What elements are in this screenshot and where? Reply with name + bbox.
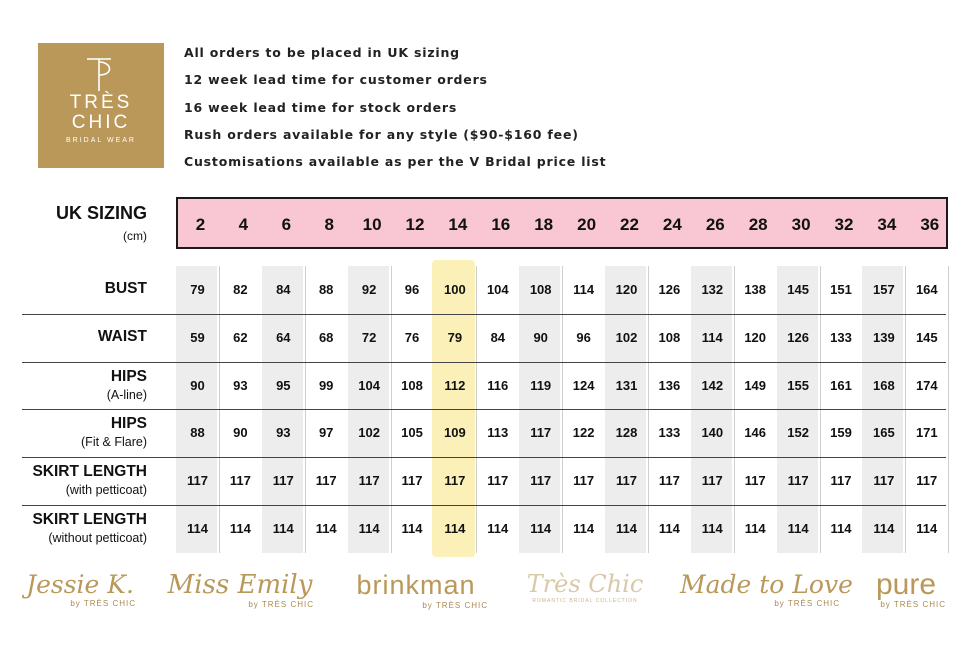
column-divider [948, 266, 949, 553]
table-cell: 120 [744, 329, 767, 345]
size-6: 6 [281, 215, 292, 234]
logo-word-tres: TRÈS [69, 92, 133, 113]
table-cell: 114 [616, 521, 637, 536]
table-cell: 114 [658, 521, 680, 536]
table-cell: 88 [190, 425, 205, 441]
row-label: WAIST [97, 327, 147, 345]
table-cell: 90 [190, 377, 205, 393]
row-label: HIPS [110, 367, 147, 385]
table-cell: 142 [701, 377, 724, 393]
table-cell: 138 [744, 282, 767, 297]
table-cell: 117 [272, 473, 294, 489]
table-cell: 100 [444, 282, 466, 297]
size-36: 36 [920, 215, 940, 234]
table-cell: 117 [229, 473, 251, 489]
brand-by-label: by TRÈS CHIC [70, 599, 136, 608]
table-cell: 117 [187, 473, 208, 489]
table-cell: 114 [830, 521, 852, 536]
brand-name: Très Chic [526, 570, 644, 598]
size-28: 28 [748, 215, 768, 234]
table-cell: 68 [318, 329, 334, 345]
size-8: 8 [324, 215, 334, 234]
brand-made-to-love [680, 570, 853, 608]
table-cell: 92 [361, 282, 377, 297]
note-item: Customisations available as per the V Bridal price list [184, 154, 607, 170]
table-cell: 117 [916, 473, 938, 489]
table-cell: 133 [658, 425, 681, 441]
table-cell: 131 [615, 377, 638, 393]
table-cell: 114 [873, 521, 895, 536]
table-cell: 164 [915, 282, 938, 297]
table-cell: 114 [272, 521, 294, 536]
brand-by-label: by TRÈS CHIC [248, 600, 314, 609]
table-cell: 117 [487, 473, 509, 489]
table-cell: 133 [830, 329, 852, 345]
table-cell: 84 [490, 329, 506, 345]
row-label: SKIRT LENGTH [32, 511, 147, 528]
table-cell: 117 [444, 473, 466, 489]
tp-monogram-icon [84, 53, 118, 93]
size-34: 34 [877, 215, 897, 234]
table-cell: 126 [787, 329, 809, 345]
table-cell: 114 [487, 521, 509, 536]
table-cell: 151 [830, 282, 852, 297]
brand-name: Jessie K. [26, 570, 134, 599]
table-cell: 96 [404, 282, 420, 297]
table-cell: 104 [486, 282, 509, 297]
table-cell: 114 [530, 521, 552, 536]
brand-brinkman [344, 570, 488, 610]
table-cell: 97 [318, 425, 334, 441]
size-26: 26 [705, 215, 725, 234]
table-cell: 114 [573, 521, 595, 536]
table-cell: 117 [658, 473, 680, 489]
tres-chic-logo [38, 43, 164, 168]
table-cell: 117 [530, 473, 552, 489]
table-cell: 119 [530, 377, 552, 393]
uk-sizing-title: UK SIZING [55, 203, 147, 223]
size-24: 24 [662, 215, 682, 234]
table-cell: 171 [915, 425, 938, 441]
table-cell: 117 [744, 473, 766, 489]
table-cell: 120 [615, 282, 638, 297]
table-cell: 136 [658, 377, 681, 393]
table-cell: 128 [615, 425, 638, 441]
size-2: 2 [195, 215, 206, 234]
row-sublabel: (A-line) [106, 387, 147, 402]
table-cell: 108 [401, 377, 423, 393]
table-cell: 79 [447, 329, 463, 345]
brand-miss-emily [166, 570, 314, 609]
table-cell: 117 [358, 473, 380, 489]
table-cell: 99 [318, 377, 334, 393]
table-cell: 157 [873, 282, 895, 297]
note-item: Rush orders available for any style ($90-$160 fee) [184, 126, 579, 142]
table-cell: 140 [701, 425, 724, 441]
table-cell: 132 [701, 282, 724, 297]
size-32: 32 [834, 215, 854, 234]
size-20: 20 [577, 215, 597, 234]
table-cell: 114 [701, 521, 723, 536]
measurement-table [0, 266, 960, 553]
row-sublabel: (with petticoat) [65, 483, 147, 498]
brand-name: brinkman [356, 570, 476, 600]
table-cell: 116 [487, 377, 509, 393]
table-cell: 105 [401, 425, 423, 441]
note-item: All orders to be placed in UK sizing [184, 45, 460, 60]
table-cell: 114 [315, 521, 337, 536]
table-cell: 82 [233, 282, 248, 297]
table-cell: 95 [276, 377, 291, 393]
table-cell: 114 [701, 329, 723, 345]
brand-pure [866, 570, 946, 609]
size-10: 10 [362, 215, 382, 234]
size-16: 16 [491, 215, 511, 234]
table-cell: 124 [572, 377, 595, 393]
table-cell: 84 [276, 282, 291, 297]
brand-name: pure [875, 568, 937, 601]
brand-name: Made to Love [680, 570, 853, 599]
brand-by-label: by TRÈS CHIC [880, 600, 946, 609]
brand-jessie-k [24, 570, 136, 608]
table-cell: 64 [276, 329, 291, 345]
note-item: 16 week lead time for stock orders [184, 99, 458, 115]
table-cell: 88 [318, 282, 334, 297]
size-14: 14 [448, 215, 468, 234]
table-cell: 96 [576, 329, 591, 345]
row-divider [22, 505, 946, 506]
row-divider [22, 457, 946, 458]
table-cell: 108 [658, 329, 681, 345]
size-22: 22 [620, 215, 639, 234]
table-cell: 117 [701, 473, 723, 489]
size-12: 12 [405, 215, 425, 234]
table-cell: 102 [358, 425, 380, 441]
size-header-row [176, 197, 948, 249]
table-cell: 114 [916, 521, 938, 536]
table-cell: 117 [873, 473, 895, 489]
row-divider [22, 362, 946, 363]
table-cell: 145 [915, 329, 938, 345]
table-cell: 117 [315, 473, 337, 489]
logo-word-chic: CHIC [71, 112, 131, 133]
table-cell: 109 [444, 425, 466, 441]
brand-by-label: by TRÈS CHIC [422, 601, 488, 610]
table-cell: 93 [276, 425, 291, 441]
row-sublabel: (Fit & Flare) [81, 435, 147, 450]
table-cell: 145 [787, 282, 809, 297]
table-cell: 104 [358, 377, 380, 393]
row-label: BUST [104, 280, 147, 297]
table-cell: 113 [487, 425, 509, 441]
brand-by-label: ROMANTIC BRIDAL COLLECTION [532, 598, 638, 604]
table-cell: 114 [744, 521, 766, 536]
table-cell: 161 [830, 377, 852, 393]
table-cell: 126 [658, 282, 681, 297]
table-cell: 114 [187, 521, 208, 536]
table-cell: 117 [830, 473, 852, 489]
row-label: SKIRT LENGTH [32, 463, 147, 481]
table-cell: 174 [915, 377, 938, 393]
table-cell: 114 [787, 521, 809, 536]
table-cell: 117 [401, 473, 423, 489]
table-cell: 165 [873, 425, 895, 441]
note-item: 12 week lead time for customer orders [184, 72, 488, 88]
table-cell: 155 [787, 377, 809, 393]
table-cell: 139 [873, 329, 895, 345]
uk-sizing-unit: (cm) [123, 229, 147, 243]
table-cell: 149 [744, 377, 767, 393]
brand-name: Miss Emily [167, 570, 313, 600]
row-label: HIPS [110, 415, 147, 433]
table-cell: 59 [190, 329, 205, 345]
table-cell: 122 [572, 425, 595, 441]
table-cell: 117 [787, 473, 809, 489]
row-divider [22, 314, 946, 315]
table-cell: 79 [190, 282, 205, 297]
table-cell: 102 [615, 329, 638, 345]
table-cell: 159 [830, 425, 852, 441]
size-18: 18 [534, 215, 554, 234]
table-cell: 72 [361, 329, 377, 345]
brand-by-label: by TRÈS CHIC [774, 599, 840, 608]
row-sublabel: (without petticoat) [48, 531, 147, 545]
table-cell: 93 [233, 377, 248, 393]
table-cell: 114 [401, 521, 423, 536]
row-divider [22, 409, 946, 410]
table-cell: 117 [530, 425, 552, 441]
table-cell: 62 [233, 329, 248, 345]
size-4: 4 [238, 215, 249, 234]
brand-strip [0, 570, 960, 620]
table-cell: 168 [873, 377, 895, 393]
logo-subtitle: BRIDAL WEAR [66, 137, 136, 144]
table-cell: 146 [744, 425, 767, 441]
table-cell: 152 [787, 425, 809, 441]
table-cell: 90 [233, 425, 248, 441]
table-cell: 117 [573, 473, 595, 489]
brand-tres-chic [518, 570, 652, 604]
table-cell: 114 [573, 282, 595, 297]
table-cell: 108 [529, 282, 552, 297]
size-30: 30 [791, 215, 811, 234]
table-cell: 117 [616, 473, 637, 489]
table-cell: 112 [444, 377, 466, 393]
table-cell: 90 [533, 329, 548, 345]
table-cell: 114 [444, 521, 466, 536]
table-cell: 76 [404, 329, 420, 345]
table-cell: 114 [358, 521, 380, 536]
table-cell: 114 [229, 521, 251, 536]
order-notes [184, 43, 606, 179]
